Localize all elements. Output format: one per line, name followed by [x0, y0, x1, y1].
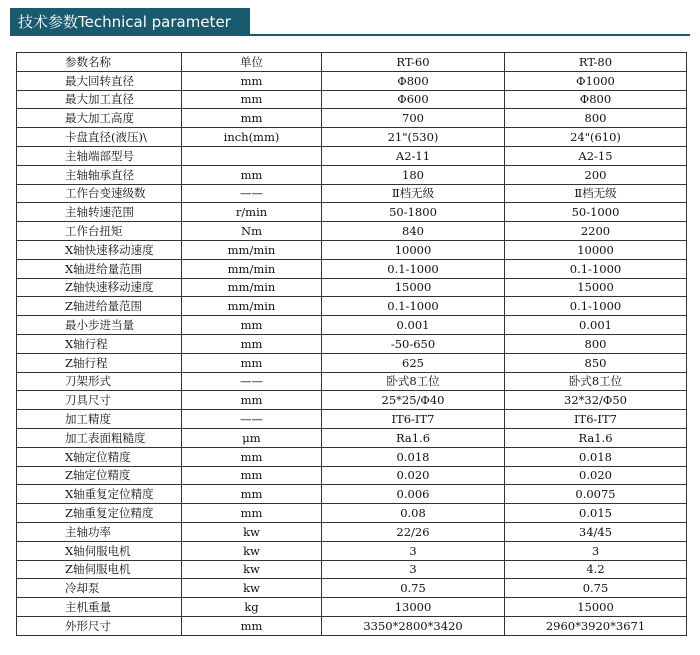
param-name-cell: X轴进给量范围	[17, 259, 182, 278]
rt80-value-cell: 0.75	[505, 579, 687, 598]
rt60-value-cell: A2-11	[322, 146, 505, 165]
unit-cell: kw	[182, 579, 322, 598]
table-row	[17, 165, 687, 184]
unit-cell: mm	[182, 165, 322, 184]
param-name-cell: 卡盘直径(液压)\	[17, 128, 182, 147]
column-header-rt80: RT-80	[505, 53, 687, 72]
param-name-cell: 刀具尺寸	[17, 391, 182, 410]
param-name-cell: 加工表面粗糙度	[17, 428, 182, 447]
rt80-value-cell: 3	[505, 541, 687, 560]
table-row	[17, 316, 687, 335]
unit-cell: μm	[182, 428, 322, 447]
rt80-value-cell: 2200	[505, 222, 687, 241]
rt60-value-cell: 3	[322, 541, 505, 560]
param-name-cell: Z轴重复定位精度	[17, 504, 182, 523]
unit-cell: mm	[182, 485, 322, 504]
rt80-value-cell: 34/45	[505, 522, 687, 541]
unit-cell: mm	[182, 466, 322, 485]
table-body	[17, 71, 687, 635]
table-row	[17, 222, 687, 241]
rt60-value-cell: 15000	[322, 278, 505, 297]
rt80-value-cell: 0.0075	[505, 485, 687, 504]
param-name-cell: 最大加工高度	[17, 109, 182, 128]
rt60-value-cell: -50-650	[322, 334, 505, 353]
param-name-cell: 最大回转直径	[17, 71, 182, 90]
column-header-name: 参数名称	[17, 53, 182, 72]
rt60-value-cell: 10000	[322, 240, 505, 259]
param-name-cell: Z轴定位精度	[17, 466, 182, 485]
table-row	[17, 616, 687, 635]
table-row	[17, 410, 687, 429]
rt80-value-cell: 2960*3920*3671	[505, 616, 687, 635]
rt80-value-cell: 200	[505, 165, 687, 184]
table-row	[17, 240, 687, 259]
unit-cell: kw	[182, 560, 322, 579]
rt60-value-cell: 0.006	[322, 485, 505, 504]
table-row	[17, 447, 687, 466]
param-name-cell: Z轴进给量范围	[17, 297, 182, 316]
param-name-cell: X轴伺服电机	[17, 541, 182, 560]
rt60-value-cell: 0.1-1000	[322, 297, 505, 316]
table-row	[17, 428, 687, 447]
unit-cell: mm/min	[182, 240, 322, 259]
rt80-value-cell: 4.2	[505, 560, 687, 579]
table-row	[17, 598, 687, 617]
param-name-cell: X轴定位精度	[17, 447, 182, 466]
param-name-cell: Z轴伺服电机	[17, 560, 182, 579]
table-row	[17, 71, 687, 90]
table-row	[17, 109, 687, 128]
unit-cell: mm	[182, 504, 322, 523]
table-row	[17, 278, 687, 297]
unit-cell: Nm	[182, 222, 322, 241]
rt60-value-cell: 3350*2800*3420	[322, 616, 505, 635]
table-row	[17, 353, 687, 372]
rt80-value-cell: Ra1.6	[505, 428, 687, 447]
param-name-cell: 主轴端部型号	[17, 146, 182, 165]
rt60-value-cell: Φ800	[322, 71, 505, 90]
param-name-cell: 工作台扭矩	[17, 222, 182, 241]
table-row	[17, 579, 687, 598]
rt80-value-cell: 800	[505, 109, 687, 128]
table-header-row	[17, 53, 687, 72]
table-row	[17, 297, 687, 316]
rt60-value-cell: 0.08	[322, 504, 505, 523]
rt60-value-cell: 625	[322, 353, 505, 372]
rt80-value-cell: 0.001	[505, 316, 687, 335]
unit-cell: mm	[182, 316, 322, 335]
rt80-value-cell: 0.018	[505, 447, 687, 466]
rt60-value-cell: 180	[322, 165, 505, 184]
rt60-value-cell: 0.001	[322, 316, 505, 335]
rt80-value-cell: Ⅱ档无级	[505, 184, 687, 203]
param-name-cell: Z轴行程	[17, 353, 182, 372]
unit-cell: inch(mm)	[182, 128, 322, 147]
rt80-value-cell: 32*32/Φ50	[505, 391, 687, 410]
param-name-cell: 外形尺寸	[17, 616, 182, 635]
table-row	[17, 485, 687, 504]
rt60-value-cell: 13000	[322, 598, 505, 617]
param-name-cell: X轴重复定位精度	[17, 485, 182, 504]
rt80-value-cell: 24"(610)	[505, 128, 687, 147]
rt80-value-cell: A2-15	[505, 146, 687, 165]
rt60-value-cell: Ⅱ档无级	[322, 184, 505, 203]
technical-parameter-table	[16, 52, 687, 636]
rt60-value-cell: 21"(530)	[322, 128, 505, 147]
rt60-value-cell: 50-1800	[322, 203, 505, 222]
rt80-value-cell: 10000	[505, 240, 687, 259]
table-row	[17, 466, 687, 485]
rt80-value-cell: 850	[505, 353, 687, 372]
rt80-value-cell: Φ1000	[505, 71, 687, 90]
unit-cell: mm	[182, 391, 322, 410]
unit-cell: r/min	[182, 203, 322, 222]
rt60-value-cell: 3	[322, 560, 505, 579]
param-name-cell: 主轴转速范围	[17, 203, 182, 222]
unit-cell: kw	[182, 522, 322, 541]
unit-cell: mm	[182, 616, 322, 635]
column-header-rt60: RT-60	[322, 53, 505, 72]
param-name-cell: X轴快速移动速度	[17, 240, 182, 259]
unit-cell: ——	[182, 184, 322, 203]
unit-cell	[182, 146, 322, 165]
param-name-cell: 工作台变速级数	[17, 184, 182, 203]
table-row	[17, 560, 687, 579]
unit-cell: mm	[182, 353, 322, 372]
param-name-cell: 最大加工直径	[17, 90, 182, 109]
param-name-cell: Z轴快速移动速度	[17, 278, 182, 297]
table-row	[17, 372, 687, 391]
table-row	[17, 259, 687, 278]
rt60-value-cell: 22/26	[322, 522, 505, 541]
rt80-value-cell: IT6-IT7	[505, 410, 687, 429]
rt80-value-cell: 0.020	[505, 466, 687, 485]
param-name-cell: X轴行程	[17, 334, 182, 353]
rt60-value-cell: 700	[322, 109, 505, 128]
rt80-value-cell: 15000	[505, 598, 687, 617]
table-row	[17, 128, 687, 147]
unit-cell: ——	[182, 372, 322, 391]
unit-cell: mm	[182, 90, 322, 109]
param-name-cell: 冷却泵	[17, 579, 182, 598]
param-name-cell: 刀架形式	[17, 372, 182, 391]
title-underline	[10, 34, 690, 36]
rt60-value-cell: Ra1.6	[322, 428, 505, 447]
rt60-value-cell: 卧式8工位	[322, 372, 505, 391]
unit-cell: ——	[182, 410, 322, 429]
table-row	[17, 334, 687, 353]
rt80-value-cell: 800	[505, 334, 687, 353]
rt60-value-cell: IT6-IT7	[322, 410, 505, 429]
table-row	[17, 391, 687, 410]
rt60-value-cell: 0.018	[322, 447, 505, 466]
table-row	[17, 184, 687, 203]
param-name-cell: 加工精度	[17, 410, 182, 429]
param-name-cell: 主机重量	[17, 598, 182, 617]
param-name-cell: 主轴功率	[17, 522, 182, 541]
rt80-value-cell: 50-1000	[505, 203, 687, 222]
table-row	[17, 504, 687, 523]
rt80-value-cell: 15000	[505, 278, 687, 297]
param-name-cell: 主轴轴承直径	[17, 165, 182, 184]
rt80-value-cell: 0.1-1000	[505, 297, 687, 316]
unit-cell: mm	[182, 109, 322, 128]
rt60-value-cell: 25*25/Φ40	[322, 391, 505, 410]
rt80-value-cell: 0.015	[505, 504, 687, 523]
unit-cell: kw	[182, 541, 322, 560]
unit-cell: mm	[182, 334, 322, 353]
unit-cell: mm/min	[182, 278, 322, 297]
table-row	[17, 522, 687, 541]
unit-cell: mm/min	[182, 259, 322, 278]
rt60-value-cell: 0.75	[322, 579, 505, 598]
rt60-value-cell: Φ600	[322, 90, 505, 109]
section-title: 技术参数Technical parameter	[18, 12, 231, 31]
column-header-unit: 单位	[182, 53, 322, 72]
unit-cell: mm/min	[182, 297, 322, 316]
unit-cell: mm	[182, 71, 322, 90]
rt60-value-cell: 0.1-1000	[322, 259, 505, 278]
table-row	[17, 541, 687, 560]
table-row	[17, 146, 687, 165]
rt80-value-cell: Φ800	[505, 90, 687, 109]
table-row	[17, 90, 687, 109]
rt80-value-cell: 卧式8工位	[505, 372, 687, 391]
rt60-value-cell: 0.020	[322, 466, 505, 485]
unit-cell: mm	[182, 447, 322, 466]
unit-cell: kg	[182, 598, 322, 617]
param-name-cell: 最小步进当量	[17, 316, 182, 335]
table-row	[17, 203, 687, 222]
rt60-value-cell: 840	[322, 222, 505, 241]
rt80-value-cell: 0.1-1000	[505, 259, 687, 278]
section-title-banner	[10, 8, 250, 34]
